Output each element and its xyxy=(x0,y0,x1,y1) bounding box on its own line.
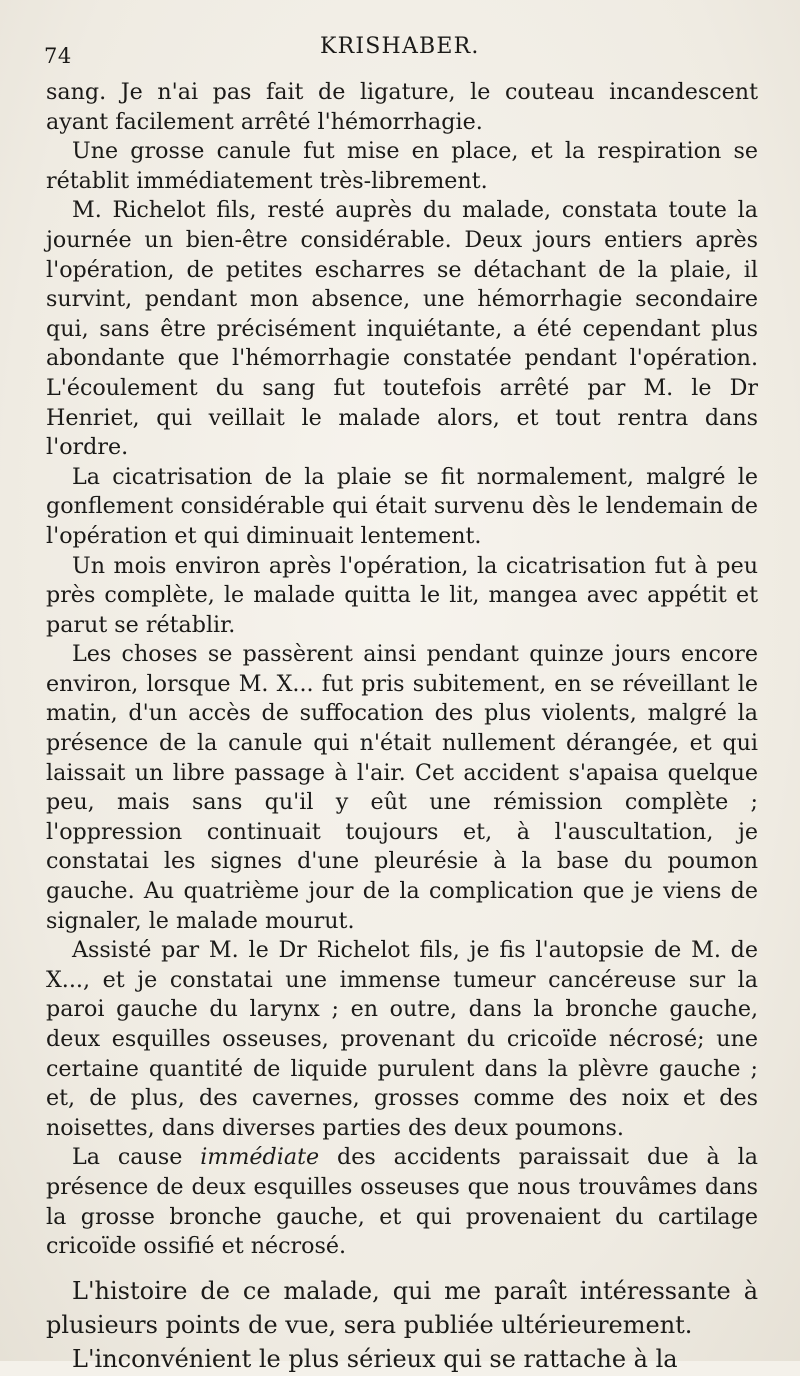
paragraph: Une grosse canule fut mise en place, et la respiration se rétablit immédiatement très-librement. xyxy=(46,138,758,194)
paragraph-continued: sang. Je n'ai pas fait de ligature, le couteau incandescent ayant facilement arrêté l'hémorrhagie. xyxy=(46,79,758,135)
paragraph-history: L'histoire de ce malade, qui me paraît intéressante à plusieurs points de vue, sera publiée ultérieurement. xyxy=(46,1276,758,1339)
paragraph-cause xyxy=(46,1143,758,1261)
main-text xyxy=(46,78,758,1376)
paragraph: Les choses se passèrent ainsi pendant quinze jours encore environ, lorsque M. X... fut pris subitement, en se réveillant le matin, d'un accès de suffocation des plus violents, malgré la présence de la canule qui n'était nullement dérangée, et qui laissait un libre passage à l'air. Cet accident s'apaisa quelque peu, mais sans qu'il y eût une rémission complète ; l'oppression continuait toujours et, à l'auscultation, je constatai les signes d'une pleurésie à la base du poumon gauche. Au quatrième jour de la complication que je viens de signaler, le malade mourut. xyxy=(46,641,758,934)
cause-text-after: des accidents paraissait due à la présence de deux esquilles osseuses que nous trouvâmes dans la grosse bronche gauche, et qui provenaient du cartilage cricoïde ossifié et nécrosé. xyxy=(46,1144,758,1260)
paragraph-inconvenient: L'inconvénient le plus sérieux qui se rattache à la xyxy=(72,1344,678,1373)
cause-emphasis: immédiate xyxy=(200,1144,320,1171)
paragraph: Assisté par M. le Dr Richelot fils, je fis l'autopsie de M. de X..., et je constatai une immense tumeur cancéreuse sur la paroi gauche du larynx ; en outre, dans la bronche gauche, deux esquilles osseuses, provenant du cricoïde nécrosé; une certaine quantité de liquide purulent dans la plèvre gauche ; et, de plus, des cavernes, grosses comme des noix et des noisettes, dans diverses parties des deux poumons. xyxy=(46,937,758,1141)
paragraph: La cicatrisation de la plaie se fit normalement, malgré le gonflement considérable qui était survenu dès le lendemain de l'opération et qui diminuait lentement. xyxy=(46,463,758,549)
running-title: KRISHABER. xyxy=(320,34,480,59)
paragraph: M. Richelot fils, resté auprès du malade, constata toute la journée un bien-être considérable. Deux jours entiers après l'opération, de petites escharres se détachant de la plaie, il survint, pendant mon absence, une hémorrhagie secondaire qui, sans être précisément inquiétante, a été cependant plus abondante que l'hémorrhagie constatée pendant l'opération. L'écoulement du sang fut toutefois arrêté par M. le Dr Henriet, qui veillait le malade alors, et tout rentra dans l'ordre. xyxy=(46,197,758,461)
page-number: 74 xyxy=(44,44,72,68)
cause-text-before: La cause xyxy=(72,1144,201,1171)
closing-section xyxy=(46,1274,758,1376)
running-header xyxy=(44,34,760,66)
paragraph: Un mois environ après l'opération, la cicatrisation fut à peu près complète, le malade quitta le lit, mangea avec appétit et parut se rétablir. xyxy=(46,552,758,638)
